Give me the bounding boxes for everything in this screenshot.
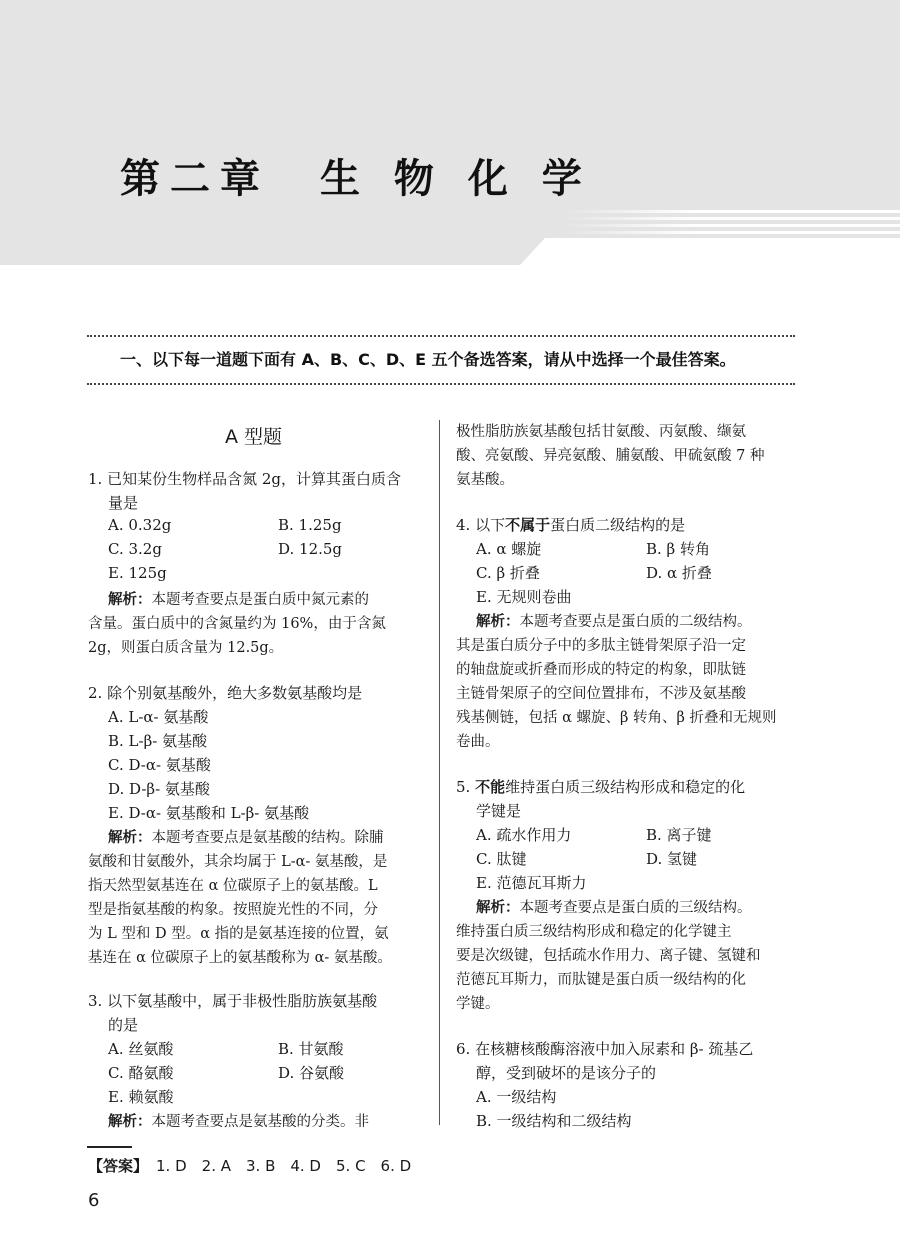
q4-stem-pre: 4. 以下 [456, 516, 506, 534]
q2-option-a: A. L-α- 氨基酸 [108, 708, 209, 726]
q1-option-a: A. 0.32g [108, 516, 172, 534]
header-stripe-decoration [560, 210, 900, 238]
answer-label: 【答案】 [88, 1157, 149, 1175]
q3-analysis-label: 解析： [108, 1114, 152, 1130]
q5-analysis-label: 解析： [476, 900, 520, 916]
q4-analysis-label: 解析： [476, 614, 520, 630]
section-title: A 型题 [225, 426, 283, 448]
q3-option-a: A. 丝氨酸 [108, 1040, 174, 1058]
q2-analysis-line2: 氨酸和甘氨酸外，其余均属于 L-α- 氨基酸，是 [88, 854, 388, 870]
q6-stem-line1: 6. 在核糖核酸酶溶液中加入尿素和 β- 巯基乙 [456, 1040, 754, 1058]
q1-analysis-line3: 2g，则蛋白质含量为 12.5g。 [88, 640, 284, 656]
q3-analysis-line4: 氨基酸。 [456, 472, 514, 488]
q3-analysis-line3: 酸、亮氨酸、异亮氨酸、脯氨酸、甲硫氨酸 7 种 [456, 448, 765, 464]
q1-analysis-text1: 本题考查要点是蛋白质中氮元素的 [151, 592, 369, 608]
q2-option-d: D. D-β- 氨基酸 [108, 780, 210, 798]
q2-analysis-label: 解析： [108, 830, 152, 846]
q4-analysis-line3: 的轴盘旋或折叠而形成的特定的构象，即肽链 [456, 662, 746, 678]
instruction-top-rule [87, 335, 795, 337]
page-number: 6 [88, 1190, 100, 1211]
q5-stem-post: 维持蛋白质三级结构形成和稳定的化 [505, 778, 746, 796]
answer-key [88, 1155, 411, 1176]
q4-option-b: B. β 转角 [646, 540, 710, 558]
instruction-bottom-rule [87, 383, 795, 385]
q6-option-a: A. 一级结构 [476, 1088, 557, 1106]
q3-analysis-line2: 极性脂肪族氨基酸包括甘氨酸、丙氨酸、缬氨 [456, 424, 746, 440]
chapter-title: 第二章 生 物 化 学 [120, 156, 592, 202]
q2-analysis-line1 [108, 826, 384, 847]
q3-option-c: C. 酪氨酸 [108, 1064, 174, 1082]
q3-stem-line2: 的是 [108, 1016, 139, 1034]
q5-option-b: B. 离子键 [646, 826, 712, 844]
q2-option-c: C. D-α- 氨基酸 [108, 756, 211, 774]
q2-analysis-line3: 指天然型氨基连在 α 位碳原子上的氨基酸。L [88, 878, 378, 894]
q5-analysis-line4: 范德瓦耳斯力，而肽键是蛋白质一级结构的化 [456, 972, 746, 988]
q3-stem-line1: 3. 以下氨基酸中，属于非极性脂肪族氨基酸 [88, 992, 378, 1010]
q5-stem-line2: 学键是 [476, 802, 522, 820]
q5-option-e: E. 范德瓦耳斯力 [476, 874, 587, 892]
q2-option-b: B. L-β- 氨基酸 [108, 732, 208, 750]
q4-analysis-text1: 本题考查要点是蛋白质的二级结构。 [519, 614, 752, 630]
q5-stem-line1 [456, 776, 745, 797]
q2-analysis-text1: 本题考查要点是氨基酸的结构。除脯 [151, 830, 384, 846]
q4-analysis-line4: 主链骨架原子的空间位置排布，不涉及氨基酸 [456, 686, 746, 702]
q4-option-c: C. β 折叠 [476, 564, 540, 582]
q1-analysis-label: 解析： [108, 592, 152, 608]
q2-option-e: E. D-α- 氨基酸和 L-β- 氨基酸 [108, 804, 310, 822]
q5-analysis-line3: 要是次级键，包括疏水作用力、离子键、氢键和 [456, 948, 761, 964]
q5-option-a: A. 疏水作用力 [476, 826, 572, 844]
q5-analysis-line5: 学键。 [456, 996, 500, 1012]
q4-option-e: E. 无规则卷曲 [476, 588, 572, 606]
q5-stem-pre: 5. [456, 778, 476, 796]
q5-analysis-line1 [476, 896, 752, 917]
q1-analysis-line1 [108, 588, 369, 609]
q3-option-d: D. 谷氨酸 [278, 1064, 345, 1082]
q4-analysis-line5: 残基侧链，包括 α 螺旋、β 转角、β 折叠和无规则 [456, 710, 777, 726]
q1-stem-line2: 量是 [108, 494, 139, 512]
q4-stem [456, 514, 685, 535]
q6-option-b: B. 一级结构和二级结构 [476, 1112, 632, 1130]
q4-analysis-line1 [476, 610, 752, 631]
q6-stem-line2: 醇，受到破坏的是该分子的 [476, 1064, 657, 1082]
q1-option-d: D. 12.5g [278, 540, 343, 558]
q5-option-d: D. 氢键 [646, 850, 698, 868]
q2-analysis-line5: 为 L 型和 D 型。α 指的是氨基连接的位置，氨 [88, 926, 389, 942]
q4-stem-post: 蛋白质二级结构的是 [550, 516, 686, 534]
answer-values: 1. D 2. A 3. B 4. D 5. C 6. D [156, 1157, 412, 1175]
q4-stem-emphasis: 不属于 [505, 516, 551, 534]
q1-option-e: E. 125g [108, 564, 167, 582]
q5-stem-emphasis: 不能 [475, 778, 506, 796]
footer-rule [87, 1146, 132, 1148]
q2-analysis-line6: 基连在 α 位碳原子上的氨基酸称为 α- 氨基酸。 [88, 950, 392, 966]
column-divider [439, 420, 440, 1125]
q1-option-c: C. 3.2g [108, 540, 162, 558]
q1-stem-line1: 1. 已知某份生物样品含氮 2g，计算其蛋白质含 [88, 470, 401, 488]
q3-analysis-text1: 本题考查要点是氨基酸的分类。非 [151, 1114, 369, 1130]
q5-analysis-text1: 本题考查要点是蛋白质的三级结构。 [519, 900, 752, 916]
q3-option-e: E. 赖氨酸 [108, 1088, 174, 1106]
q5-analysis-line2: 维持蛋白质三级结构形成和稳定的化学键主 [456, 924, 732, 940]
q4-analysis-line6: 卷曲。 [456, 734, 500, 750]
q3-analysis-line1 [108, 1110, 369, 1131]
q2-stem-line1: 2. 除个别氨基酸外，绝大多数氨基酸均是 [88, 684, 363, 702]
q2-analysis-line4: 型是指氨基酸的构象。按照旋光性的不同，分 [88, 902, 378, 918]
q4-option-a: A. α 螺旋 [476, 540, 542, 558]
q5-option-c: C. 肽键 [476, 850, 527, 868]
q4-option-d: D. α 折叠 [646, 564, 712, 582]
q1-option-b: B. 1.25g [278, 516, 342, 534]
q1-analysis-line2: 含量。蛋白质中的含氮量约为 16%，由于含氮 [88, 616, 386, 632]
instruction-text: 一、以下每一道题下面有 A、B、C、D、E 五个备选答案，请从中选择一个最佳答案。 [120, 350, 736, 369]
q4-analysis-line2: 其是蛋白质分子中的多肽主链骨架原子沿一定 [456, 638, 746, 654]
q3-option-b: B. 甘氨酸 [278, 1040, 344, 1058]
